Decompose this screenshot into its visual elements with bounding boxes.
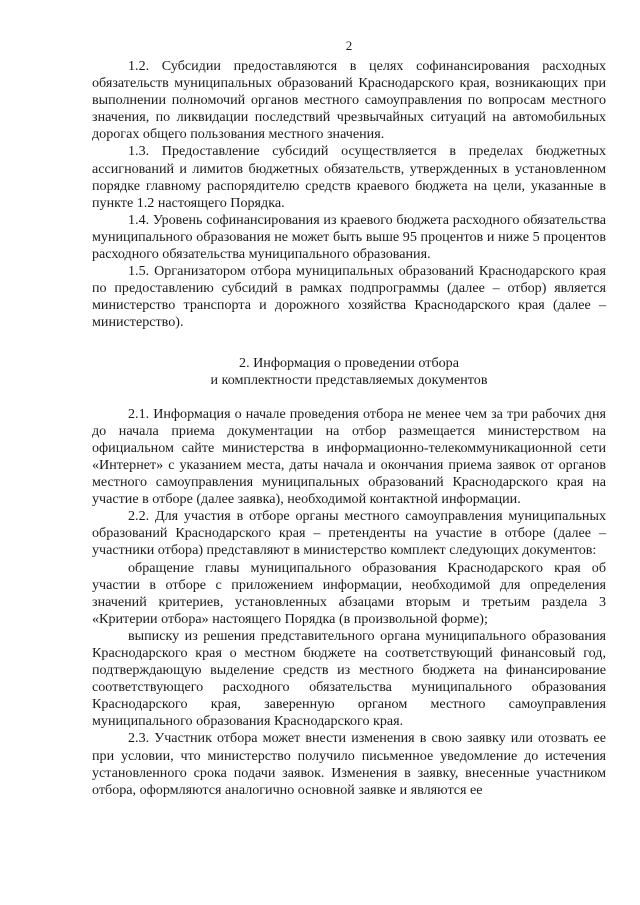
paragraph-1-3: 1.3. Предоставление субсидий осуществляется в пределах бюджетных ассигнований и лимитов бюджетных обязательств, утвержденных в установленном порядке главному распорядителю средств краевого бюджета на цели, указанные в пункте 1.2 настоящего Порядка. xyxy=(92,143,606,211)
paragraph-2-2-item-2: выписку из решения представительного органа муниципального образования Краснодарского края о местном бюджете на соответствующий финансовый год, подтверждающую выделение средств из местного бюджета на финансирование соответствующего расходного обязательства муниципального образования Краснодарского края, заверенную органом местного самоуправления муниципального образования Краснодарского края. xyxy=(92,627,606,730)
paragraph-1-4: 1.4. Уровень софинансирования из краевого бюджета расходного обязательства муниципального образования не может быть выше 95 процентов и ниже 5 процентов расходного обязательства муниципального образования. xyxy=(92,211,606,263)
paragraph-1-5: 1.5. Организатором отбора муниципальных образований Краснодарского края по предоставлению субсидий в рамках подпрограммы (далее – отбор) является министерство транспорта и дорожного хозяйства Краснодарского края (далее – министерство). xyxy=(92,263,606,331)
paragraph-1-2: 1.2. Субсидии предоставляются в целях софинансирования расходных обязательств муниципальных образований Краснодарского края, возникающих при выполнении полномочий органов местного самоуправления по вопросам местного значения, по ликвидации последствий чрезвычайных ситуаций на автомобильных дорогах общего пользования местного значения. xyxy=(92,58,606,143)
paragraph-2-3: 2.3. Участник отбора может внести изменения в свою заявку или отозвать ее при условии, что министерство получило письменное уведомление до истечения установленного срока подачи заявок. Изменения в заявку, внесенные участником отбора, оформляются аналогично основной заявке и являются ее xyxy=(92,730,606,798)
section-heading-line-2: и комплектности представляемых документов xyxy=(210,371,488,388)
document-page xyxy=(92,38,606,799)
page-number: 2 xyxy=(345,38,353,53)
spacer xyxy=(92,332,606,355)
paragraph-2-2-item-1: обращение главы муниципального образования Краснодарского края об участии в отборе с приложением информации, необходимой для определения значений критериев, установленных абзацами вторым и третьим раздела 3 «Критерии отбора» настоящего Порядка (в произвольной форме); xyxy=(92,559,606,627)
section-2-heading xyxy=(92,355,606,389)
section-heading-line-1: 2. Информация о проведении отбора xyxy=(239,354,459,371)
spacer xyxy=(92,389,606,406)
paragraph-2-2: 2.2. Для участия в отборе органы местного самоуправления муниципальных образований Краснодарского края – претенденты на участие в отборе (далее – участники отбора) представляют в министерство комплект следующих документов: xyxy=(92,508,606,559)
paragraph-2-1: 2.1. Информация о начале проведения отбора не менее чем за три рабочих дня до начала приема документации на отбор размещается министерством на официальном сайте министерства в информационно-телекоммуникационной сети «Интернет» с указанием места, даты начала и окончания приема заявок от органов местного самоуправления муниципальных образований Краснодарского края на участие в отборе (далее заявка), необходимой контактной информации. xyxy=(92,405,606,508)
